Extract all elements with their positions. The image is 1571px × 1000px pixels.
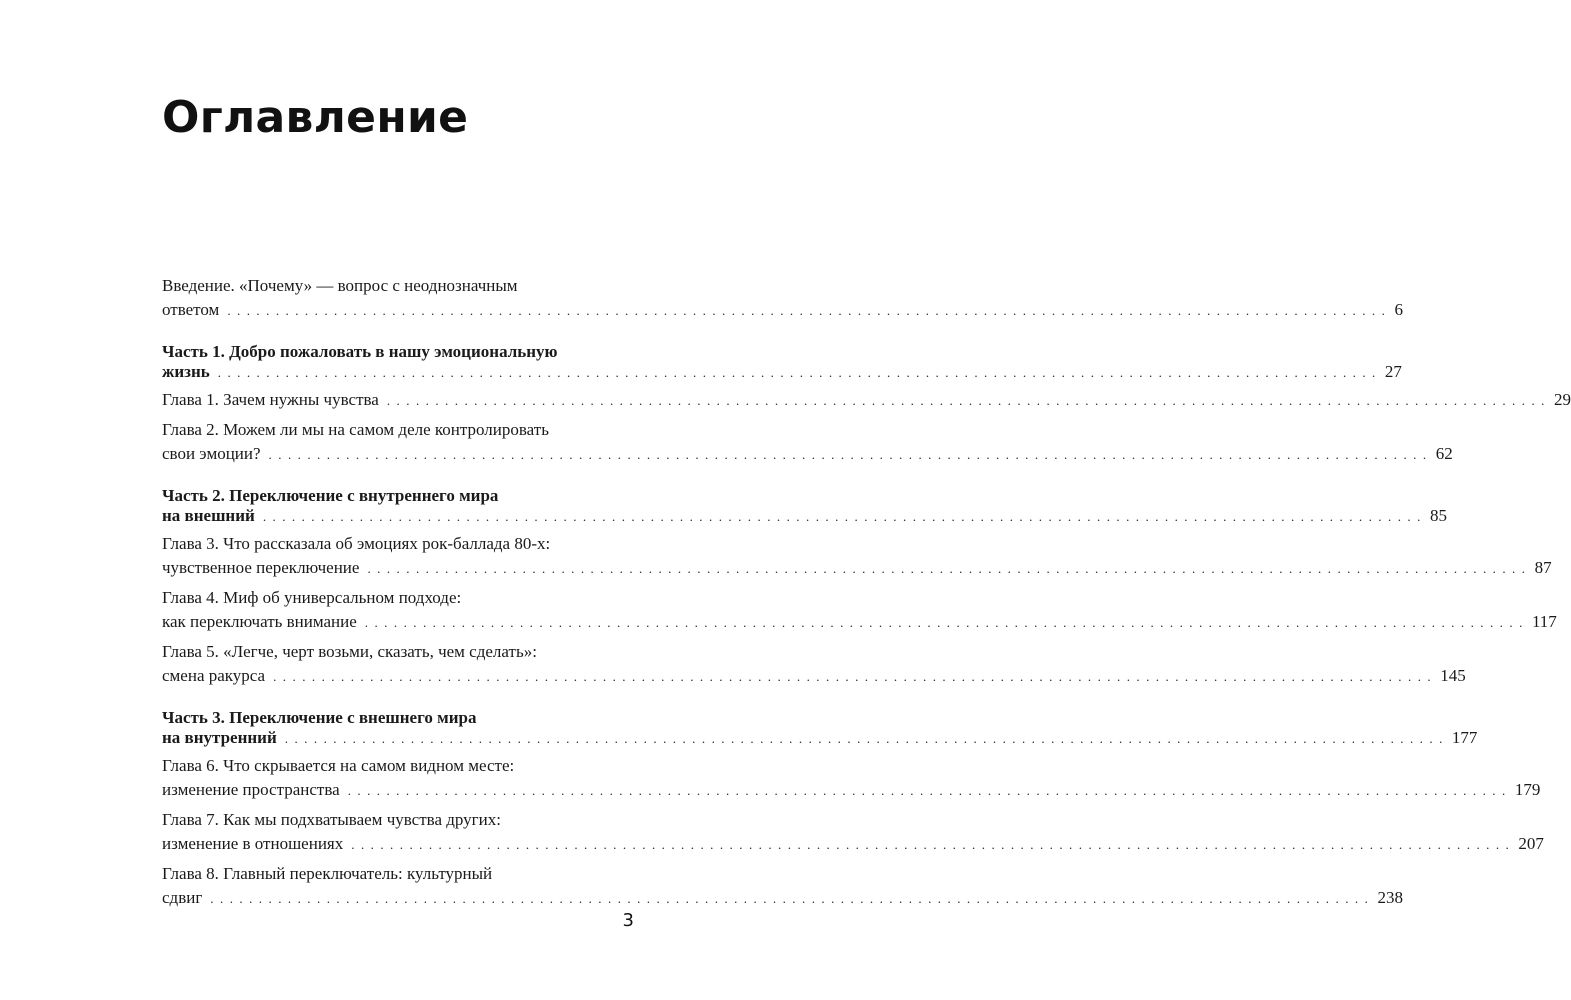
toc-entry-row: [162, 610, 1557, 634]
toc-entry-title: чувственное переключение: [162, 558, 360, 577]
toc-entry-row: [162, 886, 1403, 910]
toc-page-number: 87: [1534, 558, 1552, 577]
toc-entry-title: ответом: [162, 300, 220, 319]
toc-entry: [162, 274, 1403, 322]
toc-entry-title: на внешний: [162, 506, 255, 525]
toc-entry-title: изменение в отношениях: [162, 834, 344, 853]
toc-entry: [162, 532, 1552, 580]
toc-page-number: 207: [1518, 834, 1544, 853]
page-title: Оглавление: [162, 92, 469, 143]
toc-entry-row: [162, 664, 1466, 688]
toc-entry-title: жизнь: [162, 362, 210, 381]
toc-entry-title: Глава 3. Что рассказала об эмоциях рок-баллада 80-х:: [162, 534, 551, 553]
toc-entry: [162, 586, 1557, 634]
toc-page-number: 117: [1531, 612, 1557, 631]
toc-entry-title: Часть 1. Добро пожаловать в нашу эмоциональную: [162, 342, 558, 361]
toc-entry-title: смена ракурса: [162, 666, 266, 685]
toc-entry-title: Глава 6. Что скрывается на самом видном месте:: [162, 756, 515, 775]
toc-entry-title: сдвиг: [162, 888, 203, 907]
dot-leader: . . . . . . . . . . . . . . . . . . . . . . . . . . . . . . . . . . . . . . . . . . . . . . . . . . . . . . . . . . . . . . . . . . . . . . . . . . . . . . . . . . . . . . . . . . . . . . . . . . . . . . . . . . . . . . . . . . . . . . . .: [284, 731, 1444, 746]
dot-leader: . . . . . . . . . . . . . . . . . . . . . . . . . . . . . . . . . . . . . . . . . . . . . . . . . . . . . . . . . . . . . . . . . . . . . . . . . . . . . . . . . . . . . . . . . . . . . . . . . . . . . . . . . . . . . . . . . . . . . . . .: [210, 891, 1370, 906]
dot-leader: . . . . . . . . . . . . . . . . . . . . . . . . . . . . . . . . . . . . . . . . . . . . . . . . . . . . . . . . . . . . . . . . . . . . . . . . . . . . . . . . . . . . . . . . . . . . . . . . . . . . . . . . . . . . . . . . . . . . . . . .: [217, 365, 1377, 380]
toc-entry: [162, 640, 1466, 688]
dot-leader: . . . . . . . . . . . . . . . . . . . . . . . . . . . . . . . . . . . . . . . . . . . . . . . . . . . . . . . . . . . . . . . . . . . . . . . . . . . . . . . . . . . . . . . . . . . . . . . . . . . . . . . . . . . . . . . . . . . . . . . .: [227, 303, 1387, 318]
toc-entry-title: свои эмоции?: [162, 444, 261, 463]
toc-entry: [162, 418, 1453, 466]
toc-entry-title: на внутренний: [162, 728, 277, 747]
table-of-contents: [162, 274, 1571, 910]
toc-entry-row: [162, 556, 1552, 580]
toc-entry-row: [162, 832, 1544, 856]
toc-entry-title: Глава 1. Зачем нужны чувства: [162, 390, 379, 409]
toc-part-entry: [162, 708, 1478, 748]
toc-part-entry: [162, 342, 1402, 382]
toc-entry: [162, 862, 1403, 910]
toc-entry-title: изменение пространства: [162, 780, 340, 799]
toc-entry-title: Часть 2. Переключение с внутреннего мира: [162, 486, 499, 505]
toc-page-number: 62: [1435, 444, 1453, 463]
toc-page-number: 177: [1451, 728, 1478, 747]
toc-entry: [162, 388, 1571, 412]
toc-page-number: 145: [1440, 666, 1466, 685]
dot-leader: . . . . . . . . . . . . . . . . . . . . . . . . . . . . . . . . . . . . . . . . . . . . . . . . . . . . . . . . . . . . . . . . . . . . . . . . . . . . . . . . . . . . . . . . . . . . . . . . . . . . . . . . . . . . . . . . . . . . . . . .: [367, 561, 1527, 576]
toc-entry-title: Глава 7. Как мы подхватываем чувства других:: [162, 810, 501, 829]
toc-entry-title: Введение. «Почему» — вопрос с неоднозначным: [162, 276, 518, 295]
page-number: 3: [622, 910, 634, 931]
toc-entry-title: Глава 8. Главный переключатель: культурный: [162, 864, 493, 883]
dot-leader: . . . . . . . . . . . . . . . . . . . . . . . . . . . . . . . . . . . . . . . . . . . . . . . . . . . . . . . . . . . . . . . . . . . . . . . . . . . . . . . . . . . . . . . . . . . . . . . . . . . . . . . . . . . . . . . . . . . . . . . .: [386, 393, 1547, 408]
toc-entry: [162, 808, 1544, 856]
toc-entry-title: Часть 3. Переключение с внешнего мира: [162, 708, 477, 727]
toc-entry-row: [162, 778, 1541, 802]
toc-entry-row: [162, 362, 1402, 382]
toc-entry-title: как переключать внимание: [162, 612, 357, 631]
toc-entry-row: [162, 442, 1453, 466]
toc-page-number: 27: [1384, 362, 1402, 381]
toc-page-number: 179: [1514, 780, 1541, 799]
toc-entry-title: Глава 5. «Легче, черт возьми, сказать, чем сделать»:: [162, 642, 537, 661]
dot-leader: . . . . . . . . . . . . . . . . . . . . . . . . . . . . . . . . . . . . . . . . . . . . . . . . . . . . . . . . . . . . . . . . . . . . . . . . . . . . . . . . . . . . . . . . . . . . . . . . . . . . . . . . . . . . . . . . . . . . . . . .: [347, 783, 1507, 798]
toc-entry-row: [162, 298, 1403, 322]
toc-entry-row: [162, 388, 1571, 412]
dot-leader: . . . . . . . . . . . . . . . . . . . . . . . . . . . . . . . . . . . . . . . . . . . . . . . . . . . . . . . . . . . . . . . . . . . . . . . . . . . . . . . . . . . . . . . . . . . . . . . . . . . . . . . . . . . . . . . . . . . . . . . .: [364, 615, 1524, 630]
dot-leader: . . . . . . . . . . . . . . . . . . . . . . . . . . . . . . . . . . . . . . . . . . . . . . . . . . . . . . . . . . . . . . . . . . . . . . . . . . . . . . . . . . . . . . . . . . . . . . . . . . . . . . . . . . . . . . . . . . . . . . . .: [273, 669, 1433, 684]
toc-page-number: 6: [1394, 300, 1403, 319]
toc-entry-title: Глава 2. Можем ли мы на самом деле контролировать: [162, 420, 549, 439]
toc-page-number: 85: [1429, 506, 1447, 525]
toc-page-number: 238: [1377, 888, 1403, 907]
dot-leader: . . . . . . . . . . . . . . . . . . . . . . . . . . . . . . . . . . . . . . . . . . . . . . . . . . . . . . . . . . . . . . . . . . . . . . . . . . . . . . . . . . . . . . . . . . . . . . . . . . . . . . . . . . . . . . . . . . . . . . . .: [351, 837, 1511, 852]
dot-leader: . . . . . . . . . . . . . . . . . . . . . . . . . . . . . . . . . . . . . . . . . . . . . . . . . . . . . . . . . . . . . . . . . . . . . . . . . . . . . . . . . . . . . . . . . . . . . . . . . . . . . . . . . . . . . . . . . . . . . . . .: [262, 509, 1422, 524]
toc-part-entry: [162, 486, 1447, 526]
toc-entry: [162, 754, 1541, 802]
dot-leader: . . . . . . . . . . . . . . . . . . . . . . . . . . . . . . . . . . . . . . . . . . . . . . . . . . . . . . . . . . . . . . . . . . . . . . . . . . . . . . . . . . . . . . . . . . . . . . . . . . . . . . . . . . . . . . . . . . . . . . . .: [268, 447, 1428, 462]
toc-entry-row: [162, 728, 1478, 748]
toc-entry-title: Глава 4. Миф об универсальном подходе:: [162, 588, 462, 607]
toc-entry-row: [162, 506, 1447, 526]
toc-page-number: 29: [1554, 390, 1571, 409]
